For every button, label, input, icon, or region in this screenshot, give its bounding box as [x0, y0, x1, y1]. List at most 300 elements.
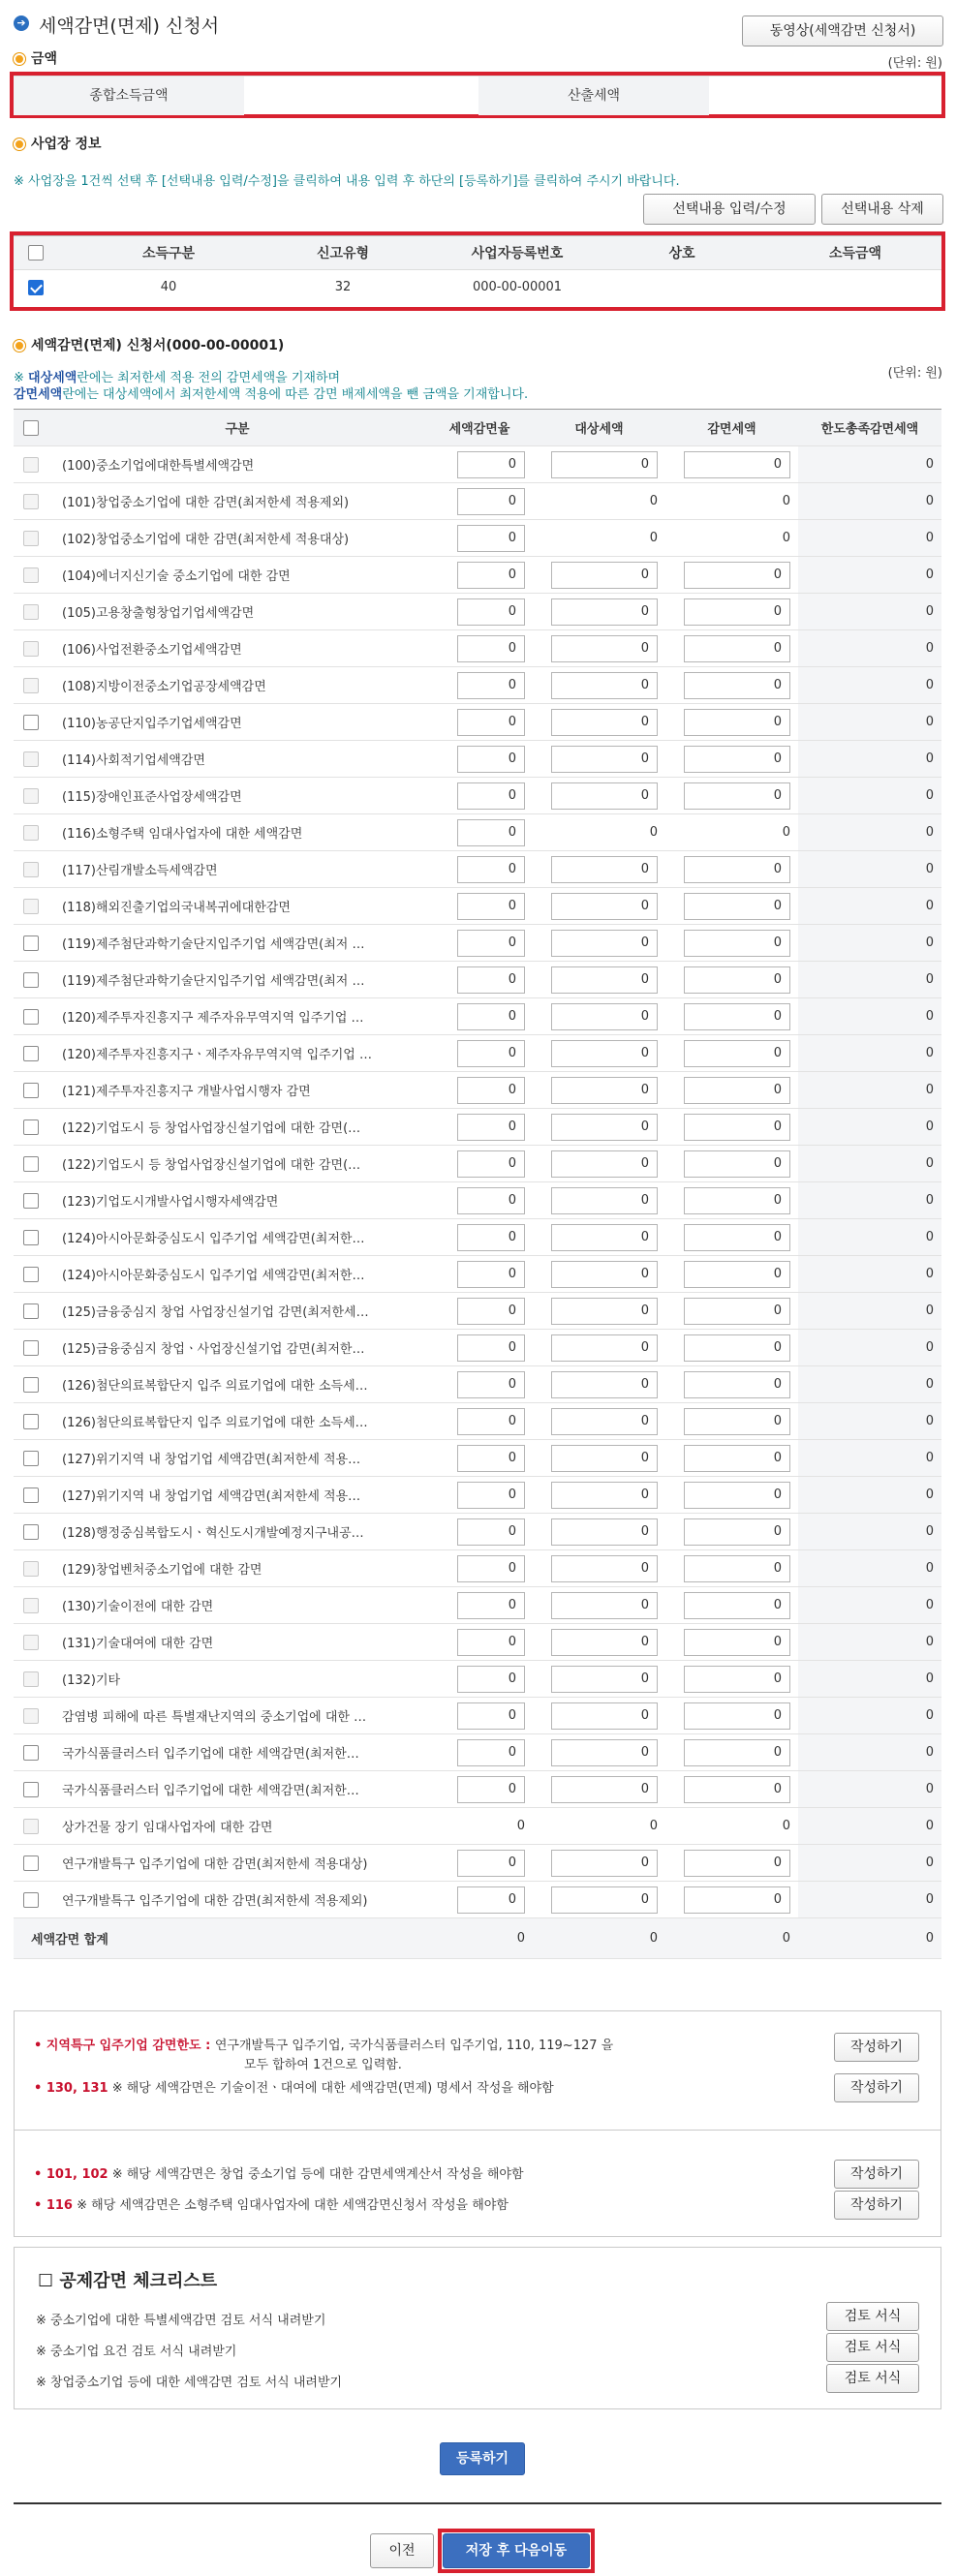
reduction-row — [14, 1734, 941, 1771]
reduction-row — [14, 483, 941, 520]
section-bullet-icon — [14, 53, 25, 65]
reduced-input[interactable]: 0 — [684, 1886, 790, 1914]
target-value: 0 — [533, 1808, 665, 1845]
reduced-input[interactable]: 0 — [684, 1371, 790, 1398]
target-input[interactable]: 0 — [551, 1702, 658, 1730]
rate-input[interactable]: 0 — [457, 1187, 525, 1214]
row-label: (127)위기지역 내 창업기업 세액감면(최저한세 적용… — [48, 1477, 426, 1514]
limit-value: 0 — [798, 1734, 941, 1771]
limit-value: 0 — [798, 741, 941, 778]
write-button-2[interactable]: 작성하기 — [834, 2073, 919, 2102]
edit-selected-button[interactable]: 선택내용 입력/수정 — [643, 194, 816, 225]
limit-value: 0 — [798, 1035, 941, 1072]
register-button[interactable]: 등록하기 — [440, 2442, 525, 2475]
row-checkbox[interactable] — [14, 1256, 48, 1293]
row-income-type: 40 — [160, 280, 177, 294]
reduction-row — [14, 1330, 941, 1366]
row-checkbox — [14, 741, 48, 778]
row-label: (125)금융중심지 창업ㆍ사업장신설기업 감면(최저한… — [48, 1330, 426, 1366]
row-label: (119)제주첨단과학기술단지입주기업 세액감면(최저 … — [48, 925, 426, 962]
rate-input[interactable]: 0 — [457, 1482, 525, 1509]
reduction-row — [14, 1514, 941, 1550]
reduced-input[interactable]: 0 — [684, 451, 790, 478]
reduced-input[interactable]: 0 — [684, 672, 790, 699]
target-input[interactable]: 0 — [551, 1776, 658, 1803]
target-input[interactable]: 0 — [551, 1261, 658, 1288]
row-label: (120)제주투자진흥지구 제주자유무역지역 입주기업 … — [48, 998, 426, 1035]
rate-input[interactable]: 0 — [457, 1040, 525, 1067]
rate-input[interactable]: 0 — [457, 1518, 525, 1546]
business-table — [14, 235, 941, 307]
target-input[interactable]: 0 — [551, 1555, 658, 1582]
reduced-input[interactable]: 0 — [684, 1150, 790, 1178]
checklist-panel — [14, 2247, 941, 2409]
save-next-button[interactable]: 저장 후 다음이동 — [443, 2533, 590, 2568]
reduced-input[interactable]: 0 — [684, 1040, 790, 1067]
row-label: 감염병 피해에 따른 특별재난지역의 중소기업에 대한 … — [48, 1698, 426, 1734]
rate-input[interactable]: 0 — [457, 893, 525, 920]
limit-value: 0 — [798, 1293, 941, 1330]
reduced-input[interactable]: 0 — [684, 1592, 790, 1619]
target-input[interactable]: 0 — [551, 1003, 658, 1030]
limit-value: 0 — [798, 851, 941, 888]
target-input[interactable]: 0 — [551, 635, 658, 662]
target-input[interactable]: 0 — [551, 1482, 658, 1509]
reduced-input[interactable]: 0 — [684, 893, 790, 920]
row-checkbox — [14, 888, 48, 925]
row-checkbox[interactable] — [14, 1845, 48, 1882]
reduced-input[interactable]: 0 — [684, 1482, 790, 1509]
rate-input[interactable]: 0 — [457, 1592, 525, 1619]
row-label: (123)기업도시개발사업시행자세액감면 — [48, 1182, 426, 1219]
reduction-row — [14, 1219, 941, 1256]
th-report-type: 신고유형 — [316, 246, 370, 261]
row-label: (126)첨단의료복합단지 입주 의료기업에 대한 소득세… — [48, 1403, 426, 1440]
row-checkbox[interactable] — [14, 1330, 48, 1366]
reduced-input[interactable]: 0 — [684, 782, 790, 810]
row-label: 연구개발특구 입주기업에 대한 감면(최저한세 적용제외) — [48, 1882, 426, 1918]
row-checkbox[interactable] — [14, 1146, 48, 1182]
reduction-select-all-checkbox[interactable] — [14, 410, 48, 446]
checklist-item-3: ※ 창업중소기업 등에 대한 세액감면 검토 서식 내려받기 — [36, 2376, 343, 2390]
section-bullet-icon — [14, 138, 25, 150]
reduction-row — [14, 520, 941, 557]
rate-input[interactable]: 0 — [457, 1150, 525, 1178]
reduced-input[interactable]: 0 — [684, 1629, 790, 1656]
limit-value: 0 — [798, 1256, 941, 1293]
row-checkbox — [14, 667, 48, 704]
row-label: (132)기타 — [48, 1661, 426, 1698]
rate-input[interactable]: 0 — [457, 1334, 525, 1362]
th-reduced-tax: 감면세액 — [665, 410, 798, 446]
row-checkbox[interactable] — [14, 925, 48, 962]
limit-value: 0 — [798, 483, 941, 520]
reduced-input[interactable]: 0 — [684, 598, 790, 626]
reduced-input[interactable]: 0 — [684, 930, 790, 957]
target-input[interactable]: 0 — [551, 746, 658, 773]
rate-input[interactable]: 0 — [457, 1666, 525, 1693]
limit-value: 0 — [798, 1808, 941, 1845]
row-label: (120)제주투자진흥지구ㆍ제주자유무역지역 입주기업 … — [48, 1035, 426, 1072]
th-target-tax: 대상세액 — [533, 410, 665, 446]
prev-button[interactable]: 이전 — [370, 2533, 434, 2568]
row-checkbox — [14, 814, 48, 851]
target-input[interactable]: 0 — [551, 1739, 658, 1766]
reduced-value: 0 — [665, 483, 798, 520]
limit-value: 0 — [798, 557, 941, 594]
limit-value: 0 — [798, 594, 941, 630]
reduced-input[interactable]: 0 — [684, 562, 790, 589]
reduced-input[interactable]: 0 — [684, 1445, 790, 1472]
row-label: (122)기업도시 등 창업사업장신설기업에 대한 감면(… — [48, 1109, 426, 1146]
note-region-limit: • 지역특구 입주기업 감면한도 : 연구개발특구 입주기업, 국가식품클러스터 입주기업, 110, 119~127 을 — [34, 2039, 614, 2053]
row-checkbox[interactable] — [14, 998, 48, 1035]
rate-input[interactable]: 0 — [457, 1555, 525, 1582]
total-target: 0 — [533, 1918, 665, 1959]
target-input[interactable]: 0 — [551, 672, 658, 699]
rate-input[interactable]: 0 — [457, 598, 525, 626]
reduced-input[interactable]: 0 — [684, 1518, 790, 1546]
target-input[interactable]: 0 — [551, 1334, 658, 1362]
rate-input[interactable]: 0 — [457, 1445, 525, 1472]
rate-input[interactable]: 0 — [457, 1739, 525, 1766]
target-input[interactable]: 0 — [551, 451, 658, 478]
rate-input[interactable]: 0 — [457, 635, 525, 662]
reduced-input[interactable]: 0 — [684, 856, 790, 883]
row-checkbox[interactable] — [14, 1182, 48, 1219]
reduced-input[interactable]: 0 — [684, 746, 790, 773]
target-input[interactable]: 0 — [551, 1150, 658, 1178]
rate-input[interactable]: 0 — [457, 1114, 525, 1141]
row-checkbox[interactable] — [14, 1477, 48, 1514]
row-label: (100)중소기업에대한특별세액감면 — [48, 446, 426, 483]
reduced-input[interactable]: 0 — [684, 1003, 790, 1030]
th-category: 구분 — [48, 410, 426, 446]
reduction-row — [14, 1698, 941, 1734]
reduction-table — [14, 409, 941, 1959]
th-name: 상호 — [668, 246, 695, 261]
target-input[interactable]: 0 — [551, 709, 658, 736]
reduction-row — [14, 1477, 941, 1514]
row-checkbox — [14, 557, 48, 594]
business-select-all-checkbox[interactable] — [28, 245, 44, 261]
reduced-input[interactable]: 0 — [684, 635, 790, 662]
reduction-note: ※ 대상세액란에는 최저한세 적용 전의 감면세액을 기재하며 감면세액란에는 대상세액에서 최저한세액 적용에 따른 감면 배제세액을 뺀 금액을 기재합니다. — [14, 371, 529, 402]
rate-input[interactable]: 0 — [457, 488, 525, 515]
target-input[interactable]: 0 — [551, 1298, 658, 1325]
amount-unit: (단위: 원) — [887, 56, 942, 71]
reduced-value: 0 — [665, 814, 798, 851]
reduced-input[interactable]: 0 — [684, 1224, 790, 1251]
row-report-type: 32 — [334, 280, 352, 294]
write-button-4[interactable]: 작성하기 — [834, 2191, 919, 2220]
rate-input[interactable]: 0 — [457, 1702, 525, 1730]
limit-value: 0 — [798, 630, 941, 667]
row-checkbox — [14, 594, 48, 630]
limit-value: 0 — [798, 1661, 941, 1698]
th-income: 소득금액 — [828, 246, 882, 261]
target-input[interactable]: 0 — [551, 782, 658, 810]
rate-input[interactable]: 0 — [457, 819, 525, 846]
target-input[interactable]: 0 — [551, 1592, 658, 1619]
row-label: (105)고용창출형창업기업세액감면 — [48, 594, 426, 630]
limit-value: 0 — [798, 704, 941, 741]
row-checkbox[interactable] — [14, 1293, 48, 1330]
rate-input[interactable]: 0 — [457, 1298, 525, 1325]
limit-value: 0 — [798, 925, 941, 962]
target-value: 0 — [533, 483, 665, 520]
row-label: (129)창업벤처중소기업에 대한 감면 — [48, 1550, 426, 1587]
reduced-input[interactable]: 0 — [684, 1666, 790, 1693]
limit-value: 0 — [798, 667, 941, 704]
reduction-unit: (단위: 원) — [887, 366, 942, 381]
row-checkbox[interactable] — [14, 1403, 48, 1440]
reduced-input[interactable]: 0 — [684, 1187, 790, 1214]
reduction-row — [14, 814, 941, 851]
row-label: (126)첨단의료복합단지 입주 의료기업에 대한 소득세… — [48, 1366, 426, 1403]
target-input[interactable]: 0 — [551, 1850, 658, 1877]
rate-input[interactable]: 0 — [457, 1371, 525, 1398]
target-input[interactable]: 0 — [551, 1408, 658, 1435]
rate-input[interactable]: 0 — [457, 1776, 525, 1803]
target-input[interactable]: 0 — [551, 1040, 658, 1067]
rate-input[interactable]: 0 — [457, 1224, 525, 1251]
reduction-row — [14, 778, 941, 814]
limit-value: 0 — [798, 814, 941, 851]
row-label: (104)에너지신기술 중소기업에 대한 감면 — [48, 557, 426, 594]
limit-value: 0 — [798, 1403, 941, 1440]
reduction-row — [14, 704, 941, 741]
target-input[interactable]: 0 — [551, 1224, 658, 1251]
target-input[interactable]: 0 — [551, 1445, 658, 1472]
row-checkbox[interactable] — [14, 1072, 48, 1109]
target-input[interactable]: 0 — [551, 856, 658, 883]
limit-value: 0 — [798, 1882, 941, 1918]
reduction-row — [14, 1845, 941, 1882]
reduced-input[interactable]: 0 — [684, 1702, 790, 1730]
amount-section-title: 금액 — [14, 48, 57, 68]
target-value: 0 — [533, 520, 665, 557]
row-label: (118)해외진출기업의국내복귀에대한감면 — [48, 888, 426, 925]
reduced-input[interactable]: 0 — [684, 1334, 790, 1362]
limit-value: 0 — [798, 1550, 941, 1587]
limit-value: 0 — [798, 1366, 941, 1403]
target-input[interactable]: 0 — [551, 1077, 658, 1104]
limit-value: 0 — [798, 778, 941, 814]
row-checkbox[interactable] — [14, 1771, 48, 1808]
target-input[interactable]: 0 — [551, 1187, 658, 1214]
reduced-input[interactable]: 0 — [684, 1077, 790, 1104]
page-title: 세액감면(면제) 신청서 — [39, 15, 220, 37]
reduction-row — [14, 1109, 941, 1146]
limit-value: 0 — [798, 1182, 941, 1219]
row-checkbox[interactable] — [14, 1219, 48, 1256]
reduced-input[interactable]: 0 — [684, 1298, 790, 1325]
limit-value: 0 — [798, 1698, 941, 1734]
row-checkbox[interactable] — [14, 1514, 48, 1550]
limit-value: 0 — [798, 1624, 941, 1661]
reduction-row — [14, 1256, 941, 1293]
total-reduced: 0 — [665, 1918, 798, 1959]
target-input[interactable]: 0 — [551, 1371, 658, 1398]
row-label: (114)사회적기업세액감면 — [48, 741, 426, 778]
th-limit-tax: 한도총족감면세액 — [798, 410, 941, 446]
row-label: (117)산림개발소득세액감면 — [48, 851, 426, 888]
write-button-1[interactable]: 작성하기 — [834, 2033, 919, 2062]
rate-input[interactable]: 0 — [457, 1886, 525, 1914]
reduced-input[interactable]: 0 — [684, 1261, 790, 1288]
target-input[interactable]: 0 — [551, 1518, 658, 1546]
target-input[interactable]: 0 — [551, 1629, 658, 1656]
limit-value: 0 — [798, 1330, 941, 1366]
amount-table — [14, 76, 941, 114]
review-form-button-3[interactable]: 검토 서식 — [826, 2364, 919, 2393]
reduction-row — [14, 1440, 941, 1477]
reduction-row — [14, 925, 941, 962]
rate-input[interactable]: 0 — [457, 672, 525, 699]
row-checkbox — [14, 483, 48, 520]
rate-input[interactable]: 0 — [457, 709, 525, 736]
target-input[interactable]: 0 — [551, 562, 658, 589]
row-label: (115)장애인표준사업장세액감면 — [48, 778, 426, 814]
row-label: 연구개발특구 입주기업에 대한 감면(최저한세 적용대상) — [48, 1845, 426, 1882]
note-116: • 116 ※ 해당 세액감면은 소형주택 임대사업자에 대한 세액감면신청서 작성을 해야함 — [34, 2198, 509, 2213]
row-checkbox — [14, 520, 48, 557]
row-checkbox — [14, 630, 48, 667]
checklist-item-2: ※ 중소기업 요건 검토 서식 내려받기 — [36, 2345, 237, 2359]
rate-input[interactable]: 0 — [457, 1629, 525, 1656]
reduced-input[interactable]: 0 — [684, 966, 790, 994]
write-button-3[interactable]: 작성하기 — [834, 2160, 919, 2189]
row-checkbox[interactable] — [14, 704, 48, 741]
limit-value: 0 — [798, 1587, 941, 1624]
reduction-row — [14, 962, 941, 998]
row-checkbox[interactable] — [14, 1035, 48, 1072]
delete-selected-button[interactable]: 선택내용 삭제 — [821, 194, 943, 225]
reduction-row — [14, 1771, 941, 1808]
reduced-input[interactable]: 0 — [684, 1114, 790, 1141]
row-checkbox[interactable] — [14, 1734, 48, 1771]
target-input[interactable]: 0 — [551, 598, 658, 626]
business-row-checkbox[interactable] — [28, 280, 44, 295]
limit-value: 0 — [798, 1072, 941, 1109]
reduced-input[interactable]: 0 — [684, 1408, 790, 1435]
rate-input[interactable]: 0 — [457, 1408, 525, 1435]
row-checkbox — [14, 1698, 48, 1734]
reduced-input[interactable]: 0 — [684, 1739, 790, 1766]
limit-value: 0 — [798, 1771, 941, 1808]
limit-value: 0 — [798, 520, 941, 557]
row-label: (127)위기지역 내 창업기업 세액감면(최저한세 적용… — [48, 1440, 426, 1477]
target-input[interactable]: 0 — [551, 1114, 658, 1141]
reduced-input[interactable]: 0 — [684, 1555, 790, 1582]
reduced-value: 0 — [665, 520, 798, 557]
row-checkbox[interactable] — [14, 962, 48, 998]
row-label: (119)제주첨단과학기술단지입주기업 세액감면(최저 … — [48, 962, 426, 998]
rate-input[interactable]: 0 — [457, 1077, 525, 1104]
row-checkbox — [14, 1587, 48, 1624]
video-button[interactable]: 동영상(세액감면 신청서) — [742, 15, 943, 46]
target-input[interactable]: 0 — [551, 930, 658, 957]
row-label: (122)기업도시 등 창업사업장신설기업에 대한 감면(… — [48, 1146, 426, 1182]
target-input[interactable]: 0 — [551, 1886, 658, 1914]
row-label: (131)기술대여에 대한 감면 — [48, 1624, 426, 1661]
rate-input[interactable]: 0 — [457, 966, 525, 994]
limit-value: 0 — [798, 1440, 941, 1477]
rate-input[interactable]: 0 — [457, 1003, 525, 1030]
target-input[interactable]: 0 — [551, 893, 658, 920]
row-label: (106)사업전환중소기업세액감면 — [48, 630, 426, 667]
rate-input[interactable]: 0 — [457, 1850, 525, 1877]
reduction-row — [14, 1293, 941, 1330]
row-checkbox[interactable] — [14, 1366, 48, 1403]
row-label: (101)창업중소기업에 대한 감면(최저한세 적용제외) — [48, 483, 426, 520]
rate-input[interactable]: 0 — [457, 782, 525, 810]
total-rate: 0 — [426, 1918, 533, 1959]
th-income-type: 소득구분 — [141, 246, 196, 261]
rate-input[interactable]: 0 — [457, 746, 525, 773]
reduction-row — [14, 1182, 941, 1219]
reduced-input[interactable]: 0 — [684, 709, 790, 736]
reduction-row — [14, 1587, 941, 1624]
rate-value: 0 — [426, 1808, 533, 1845]
reduction-row — [14, 1072, 941, 1109]
checklist-title: ☐ 공제감면 체크리스트 — [38, 2271, 218, 2291]
row-checkbox — [14, 851, 48, 888]
rate-input[interactable]: 0 — [457, 856, 525, 883]
row-label: (108)지방이전중소기업공장세액감면 — [48, 667, 426, 704]
reduction-row — [14, 1403, 941, 1440]
reduction-row — [14, 1366, 941, 1403]
rate-input[interactable]: 0 — [457, 1261, 525, 1288]
reduction-row — [14, 1550, 941, 1587]
limit-value: 0 — [798, 962, 941, 998]
limit-value: 0 — [798, 446, 941, 483]
reduced-input[interactable]: 0 — [684, 1776, 790, 1803]
reduction-row — [14, 1035, 941, 1072]
limit-value: 0 — [798, 1219, 941, 1256]
reduction-row — [14, 1624, 941, 1661]
total-label: 세액감면 합계 — [14, 1918, 426, 1959]
target-input[interactable]: 0 — [551, 966, 658, 994]
row-label: (130)기술이전에 대한 감면 — [48, 1587, 426, 1624]
reduction-row — [14, 998, 941, 1035]
rate-input[interactable]: 0 — [457, 451, 525, 478]
row-checkbox[interactable] — [14, 1109, 48, 1146]
row-checkbox[interactable] — [14, 1440, 48, 1477]
limit-value: 0 — [798, 1477, 941, 1514]
limit-value: 0 — [798, 1146, 941, 1182]
rate-input[interactable]: 0 — [457, 930, 525, 957]
rate-input[interactable]: 0 — [457, 525, 525, 552]
reduction-row — [14, 1882, 941, 1918]
row-checkbox — [14, 1661, 48, 1698]
reduced-input[interactable]: 0 — [684, 1850, 790, 1877]
rate-input[interactable]: 0 — [457, 562, 525, 589]
row-label: (102)창업중소기업에 대한 감면(최저한세 적용대상) — [48, 520, 426, 557]
total-income-value — [244, 77, 478, 115]
title-arrow-icon: ➔ — [14, 15, 29, 31]
target-input[interactable]: 0 — [551, 1666, 658, 1693]
limit-value: 0 — [798, 888, 941, 925]
review-form-button-2[interactable]: 검토 서식 — [826, 2333, 919, 2362]
row-label: (110)농공단지입주기업세액감면 — [48, 704, 426, 741]
review-form-button-1[interactable]: 검토 서식 — [826, 2302, 919, 2331]
checklist-item-1: ※ 중소기업에 대한 특별세액감면 검토 서식 내려받기 — [36, 2314, 326, 2328]
calculated-tax-label: 산출세액 — [478, 77, 709, 115]
reduction-row — [14, 557, 941, 594]
row-checkbox[interactable] — [14, 1882, 48, 1918]
